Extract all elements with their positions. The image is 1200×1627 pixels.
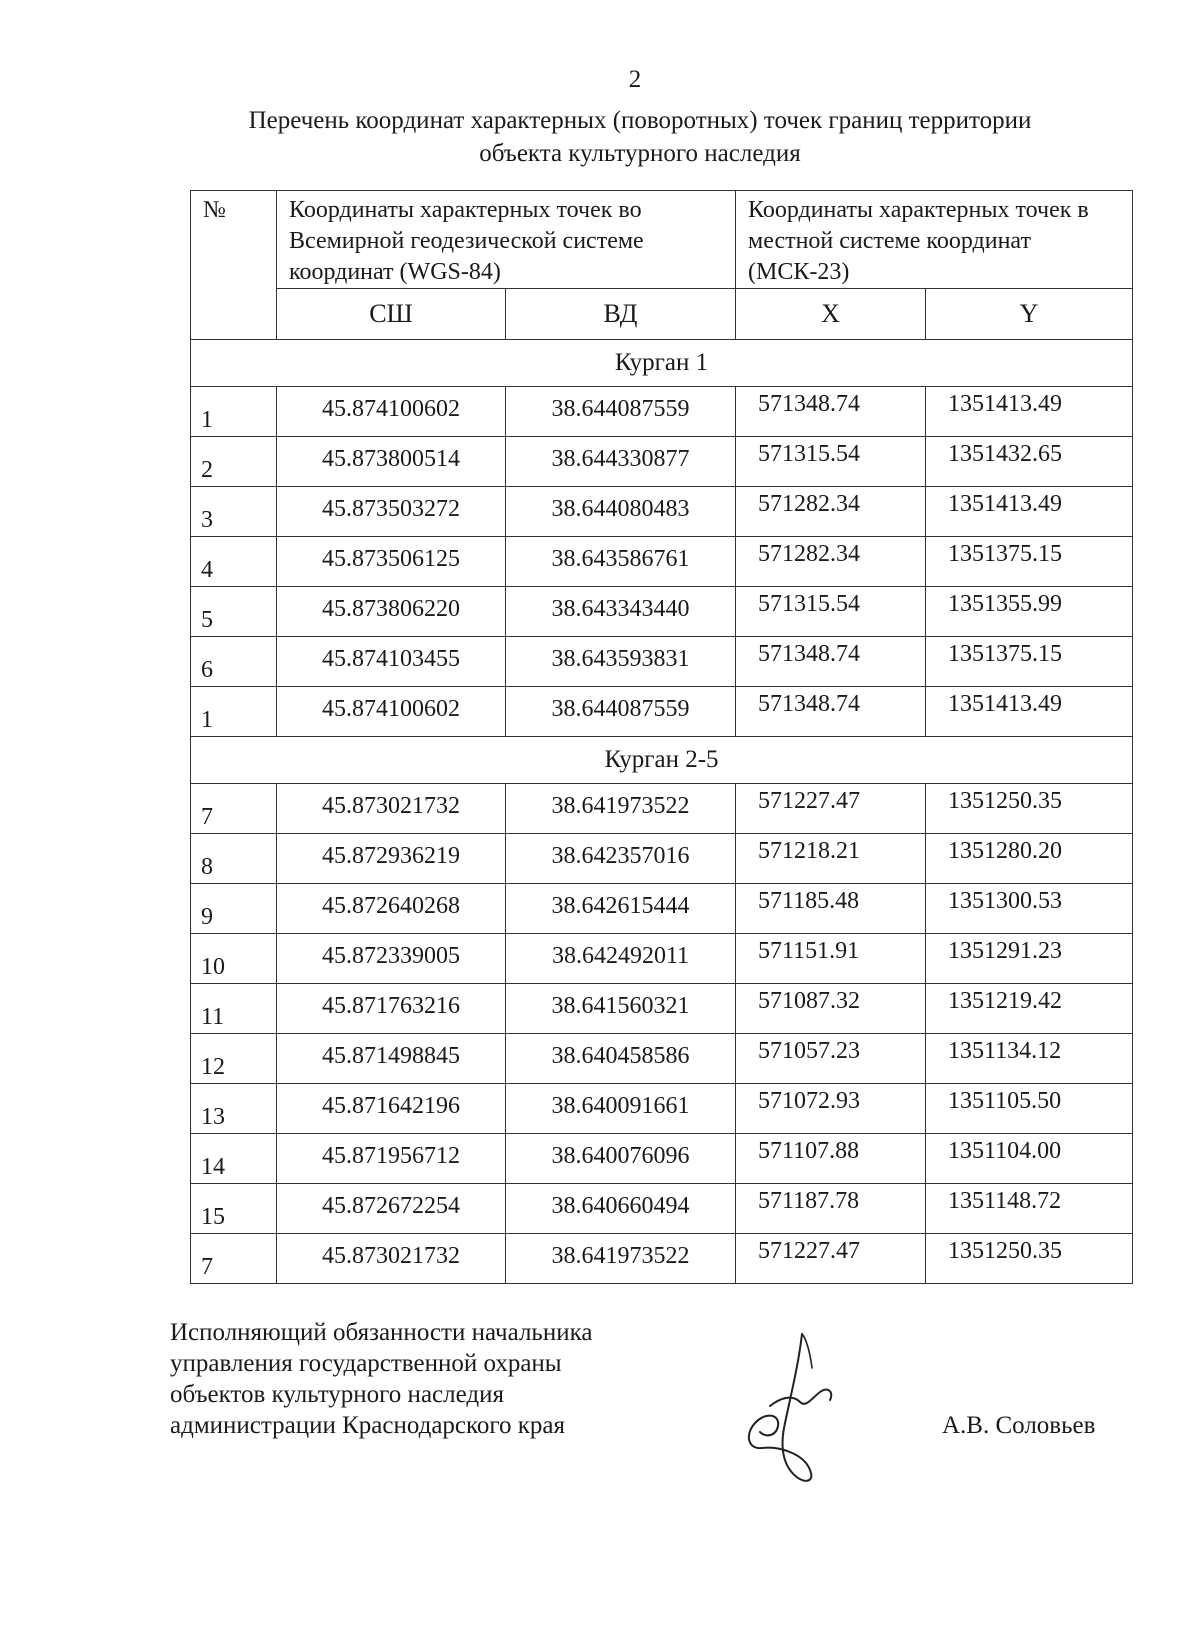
title-line-2: объекта культурного наследия	[479, 140, 801, 167]
y-coordinate-cell: 1351148.72	[926, 1184, 1133, 1234]
latitude-cell: 45.873800514	[277, 437, 506, 487]
signer-position	[170, 1317, 592, 1441]
page-number: 2	[628, 66, 642, 93]
table-row	[191, 487, 1133, 537]
latitude-cell: 45.873806220	[277, 587, 506, 637]
table-row	[191, 784, 1133, 834]
latitude-cell: 45.873021732	[277, 784, 506, 834]
longitude-cell: 38.640076096	[506, 1134, 736, 1184]
latitude-cell: 45.874100602	[277, 387, 506, 437]
longitude-cell: 38.641973522	[506, 784, 736, 834]
header-latitude: СШ	[277, 289, 506, 340]
point-number-cell: 15	[191, 1184, 277, 1234]
y-coordinate-cell: 1351104.00	[926, 1134, 1133, 1184]
section-title: Курган 2-5	[191, 737, 1133, 784]
header-longitude: ВД	[506, 289, 736, 340]
point-number-cell: 13	[191, 1084, 277, 1134]
longitude-cell: 38.644087559	[506, 387, 736, 437]
latitude-cell: 45.871763216	[277, 984, 506, 1034]
table-row	[191, 934, 1133, 984]
section-title: Курган 1	[191, 340, 1133, 387]
point-number-cell: 5	[191, 587, 277, 637]
longitude-cell: 38.643593831	[506, 637, 736, 687]
x-coordinate-cell: 571227.47	[736, 1234, 926, 1284]
latitude-cell: 45.871642196	[277, 1084, 506, 1134]
latitude-cell: 45.872936219	[277, 834, 506, 884]
x-coordinate-cell: 571315.54	[736, 437, 926, 487]
point-number-cell: 6	[191, 637, 277, 687]
table-row	[191, 834, 1133, 884]
longitude-cell: 38.644087559	[506, 687, 736, 737]
y-coordinate-cell: 1351250.35	[926, 784, 1133, 834]
table-row	[191, 537, 1133, 587]
table-row	[191, 1134, 1133, 1184]
document-title	[180, 104, 1100, 170]
latitude-cell: 45.872640268	[277, 884, 506, 934]
x-coordinate-cell: 571348.74	[736, 387, 926, 437]
signer-name: А.В. Соловьев	[942, 1412, 1096, 1439]
y-coordinate-cell: 1351375.15	[926, 537, 1133, 587]
y-coordinate-cell: 1351432.65	[926, 437, 1133, 487]
x-coordinate-cell: 571057.23	[736, 1034, 926, 1084]
point-number-cell: 4	[191, 537, 277, 587]
point-number-cell: 10	[191, 934, 277, 984]
latitude-cell: 45.873503272	[277, 487, 506, 537]
table-row	[191, 884, 1133, 934]
table-row	[191, 587, 1133, 637]
table-row	[191, 984, 1133, 1034]
longitude-cell: 38.642357016	[506, 834, 736, 884]
point-number-cell: 1	[191, 687, 277, 737]
table-row	[191, 1034, 1133, 1084]
x-coordinate-cell: 571087.32	[736, 984, 926, 1034]
y-coordinate-cell: 1351413.49	[926, 487, 1133, 537]
longitude-cell: 38.640660494	[506, 1184, 736, 1234]
y-coordinate-cell: 1351134.12	[926, 1034, 1133, 1084]
y-coordinate-cell: 1351355.99	[926, 587, 1133, 637]
y-coordinate-cell: 1351413.49	[926, 687, 1133, 737]
header-msk23-group: Координаты характерных точек в местной системе координат (МСК-23)	[736, 191, 1133, 289]
latitude-cell: 45.874103455	[277, 637, 506, 687]
latitude-cell: 45.871498845	[277, 1034, 506, 1084]
section-row	[191, 340, 1133, 387]
header-number: №	[191, 191, 277, 340]
point-number-cell: 12	[191, 1034, 277, 1084]
table-row	[191, 387, 1133, 437]
point-number-cell: 8	[191, 834, 277, 884]
x-coordinate-cell: 571218.21	[736, 834, 926, 884]
longitude-cell: 38.641560321	[506, 984, 736, 1034]
latitude-cell: 45.874100602	[277, 687, 506, 737]
signer-position-line: администрации Краснодарского края	[170, 1412, 566, 1439]
handwritten-signature	[740, 1328, 850, 1498]
point-number-cell: 14	[191, 1134, 277, 1184]
longitude-cell: 38.644080483	[506, 487, 736, 537]
coordinates-table	[190, 190, 1133, 1284]
table-row	[191, 437, 1133, 487]
table-row	[191, 1234, 1133, 1284]
latitude-cell: 45.873021732	[277, 1234, 506, 1284]
x-coordinate-cell: 571315.54	[736, 587, 926, 637]
table-row	[191, 687, 1133, 737]
x-coordinate-cell: 571151.91	[736, 934, 926, 984]
longitude-cell: 38.641973522	[506, 1234, 736, 1284]
table-row	[191, 1084, 1133, 1134]
point-number-cell: 1	[191, 387, 277, 437]
point-number-cell: 7	[191, 784, 277, 834]
longitude-cell: 38.642615444	[506, 884, 736, 934]
y-coordinate-cell: 1351413.49	[926, 387, 1133, 437]
x-coordinate-cell: 571348.74	[736, 687, 926, 737]
header-x: X	[736, 289, 926, 340]
point-number-cell: 2	[191, 437, 277, 487]
title-line-1: Перечень координат характерных (поворотных) точек границ территории	[248, 107, 1032, 134]
table-row	[191, 1184, 1133, 1234]
longitude-cell: 38.640091661	[506, 1084, 736, 1134]
y-coordinate-cell: 1351280.20	[926, 834, 1133, 884]
y-coordinate-cell: 1351105.50	[926, 1084, 1133, 1134]
x-coordinate-cell: 571185.48	[736, 884, 926, 934]
y-coordinate-cell: 1351300.53	[926, 884, 1133, 934]
x-coordinate-cell: 571282.34	[736, 537, 926, 587]
point-number-cell: 3	[191, 487, 277, 537]
latitude-cell: 45.873506125	[277, 537, 506, 587]
y-coordinate-cell: 1351250.35	[926, 1234, 1133, 1284]
y-coordinate-cell: 1351375.15	[926, 637, 1133, 687]
header-y: Y	[926, 289, 1133, 340]
x-coordinate-cell: 571072.93	[736, 1084, 926, 1134]
signer-position-line: Исполняющий обязанности начальника	[170, 1319, 593, 1346]
latitude-cell: 45.871956712	[277, 1134, 506, 1184]
longitude-cell: 38.643343440	[506, 587, 736, 637]
section-row	[191, 737, 1133, 784]
longitude-cell: 38.640458586	[506, 1034, 736, 1084]
x-coordinate-cell: 571348.74	[736, 637, 926, 687]
table-row	[191, 637, 1133, 687]
longitude-cell: 38.643586761	[506, 537, 736, 587]
point-number-cell: 11	[191, 984, 277, 1034]
longitude-cell: 38.642492011	[506, 934, 736, 984]
latitude-cell: 45.872339005	[277, 934, 506, 984]
y-coordinate-cell: 1351291.23	[926, 934, 1133, 984]
point-number-cell: 9	[191, 884, 277, 934]
signer-position-line: управления государственной охраны	[170, 1350, 562, 1377]
x-coordinate-cell: 571187.78	[736, 1184, 926, 1234]
x-coordinate-cell: 571282.34	[736, 487, 926, 537]
longitude-cell: 38.644330877	[506, 437, 736, 487]
point-number-cell: 7	[191, 1234, 277, 1284]
header-wgs84-group: Координаты характерных точек во Всемирной геодезической системе координат (WGS-84)	[277, 191, 736, 289]
x-coordinate-cell: 571107.88	[736, 1134, 926, 1184]
x-coordinate-cell: 571227.47	[736, 784, 926, 834]
signer-position-line: объектов культурного наследия	[170, 1381, 504, 1408]
latitude-cell: 45.872672254	[277, 1184, 506, 1234]
table-body	[191, 340, 1133, 1284]
y-coordinate-cell: 1351219.42	[926, 984, 1133, 1034]
